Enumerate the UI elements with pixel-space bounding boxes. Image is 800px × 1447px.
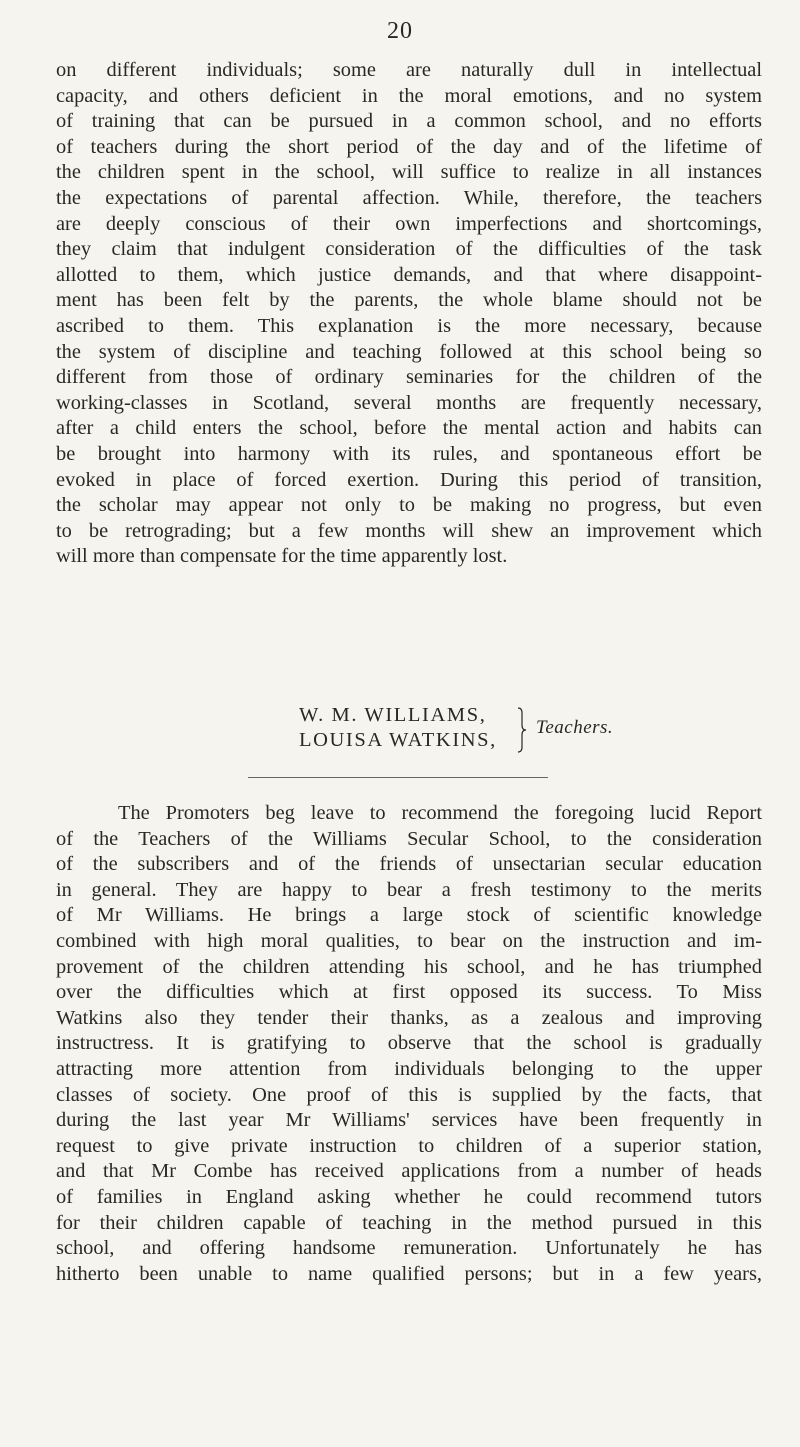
text-line: the children spent in the school, will suffice to realize in all instances	[56, 161, 762, 184]
text-line: the scholar may appear not only to be making no progress, but even	[56, 494, 762, 517]
text-line: ascribed to them. This explanation is the more necessary, because	[56, 314, 762, 337]
report-paragraph	[56, 58, 762, 570]
text-line: provement of the children attending his school, and he has triumphed	[56, 955, 762, 978]
text-line: on different individuals; some are naturally dull in intellectual	[56, 59, 762, 81]
text-line: instructress. It is gratifying to observe that the school is gradually	[56, 1032, 762, 1055]
text-line: working-classes in Scotland, several months are frequently necessary,	[56, 391, 762, 414]
signatory-names	[299, 703, 497, 753]
text-line: request to give private instruction to children of a superior station,	[56, 1134, 762, 1157]
text-line: will more than compensate for the time apparently lost.	[56, 545, 508, 568]
text-line: after a child enters the school, before the mental action and habits can	[56, 417, 762, 440]
text-line: attracting more attention from individuals belonging to the upper	[56, 1057, 762, 1080]
text-line: of teachers during the short period of the day and of the lifetime of	[56, 135, 762, 158]
text-line: ment has been felt by the parents, the whole blame should not be	[56, 289, 762, 312]
text-line: of Mr Williams. He brings a large stock of scientific knowledge	[56, 904, 762, 927]
text-line: the system of discipline and teaching followed at this school being so	[56, 340, 762, 363]
text-line: the expectations of parental affection. While, therefore, the teachers	[56, 186, 762, 209]
text-line: to be retrograding; but a few months will shew an improvement which	[56, 519, 762, 542]
signature-block	[299, 703, 739, 763]
text-line: during the last year Mr Williams' services have been frequently in	[56, 1109, 762, 1132]
text-line: evoked in place of forced exertion. During this period of transition,	[56, 468, 762, 491]
page-number: 20	[387, 18, 413, 44]
text-line: combined with high moral qualities, to bear on the instruction and im-	[56, 929, 762, 952]
text-line: allotted to them, which justice demands, and that where disappoint-	[56, 263, 762, 286]
text-line: Watkins also they tender their thanks, as a zealous and improving	[56, 1006, 762, 1029]
text-line: of families in England asking whether he could recommend tutors	[56, 1185, 762, 1208]
text-line: they claim that indulgent consideration of the difficulties of the task	[56, 238, 762, 261]
text-line: are deeply conscious of their own imperfections and shortcomings,	[56, 212, 762, 235]
text-line: The Promoters beg leave to recommend the foregoing lucid Report	[118, 802, 762, 824]
signatory-role: Teachers.	[536, 717, 614, 738]
signatory-name: LOUISA WATKINS,	[299, 729, 497, 751]
text-line: and that Mr Combe has received applications from a number of heads	[56, 1160, 762, 1183]
text-line: classes of society. One proof of this is supplied by the facts, that	[56, 1083, 762, 1106]
text-line: of the subscribers and of the friends of unsectarian secular education	[56, 853, 762, 876]
text-line: in general. They are happy to bear a fresh testimony to the merits	[56, 878, 762, 901]
signatory-name: W. M. WILLIAMS,	[299, 704, 487, 726]
text-line: of training that can be pursued in a common school, and no efforts	[56, 110, 762, 133]
text-line: for their children capable of teaching in the method pursued in this	[56, 1211, 762, 1234]
text-line: be brought into harmony with its rules, and spontaneous effort be	[56, 442, 762, 465]
text-line: hitherto been unable to name qualified persons; but in a few years,	[56, 1262, 762, 1285]
text-line: capacity, and others deficient in the moral emotions, and no system	[56, 84, 762, 107]
text-line: over the difficulties which at first opposed its success. To Miss	[56, 981, 762, 1004]
text-line: of the Teachers of the Williams Secular School, to the consideration	[56, 827, 762, 850]
promoters-paragraph	[56, 801, 762, 1287]
text-line: different from those of ordinary seminaries for the children of the	[56, 366, 762, 389]
right-brace-icon	[517, 707, 527, 753]
section-divider	[248, 777, 548, 778]
text-line: school, and offering handsome remuneration. Unfortunately he has	[56, 1237, 762, 1260]
